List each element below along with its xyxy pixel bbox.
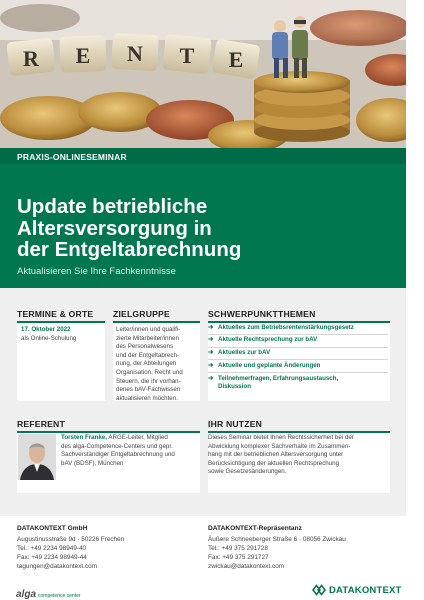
info-section	[0, 288, 406, 516]
text-line: aktualisieren möchten.	[116, 394, 178, 402]
termine-heading: TERMINE & ORTE	[17, 309, 94, 319]
arrow-right-icon: ➔	[208, 323, 214, 331]
text-line: Sachverständiger Entgeltabrechnung und	[61, 451, 175, 459]
address-line: Äußere Schneeberger Straße 6 · 08056 Zwickau	[208, 536, 346, 543]
footer-left-heading: DATAKONTEXT GmbH	[17, 525, 88, 532]
title-banner	[0, 148, 406, 288]
text-line: sowie Gesetzesänderungen.	[208, 468, 287, 476]
speaker-photo	[18, 434, 56, 480]
text-line: Berücksichtigung der aktuellen Rechtsprechung	[208, 459, 340, 467]
datakontext-logo-icon	[312, 584, 326, 596]
fax-line: Fax: +49 2234 98949-44	[17, 554, 87, 561]
speaker-role: ARGE-Leiter, Mitglied	[106, 434, 168, 441]
seminar-date: 17. Oktober 2022	[21, 326, 71, 333]
arrow-right-icon: ➔	[208, 349, 214, 357]
phone-line: Tel.: +49 375 291728	[208, 545, 268, 552]
email-link[interactable]: tagungen@datakontext.com	[17, 563, 98, 570]
referent-content	[61, 434, 197, 468]
arrow-right-icon: ➔	[208, 361, 214, 369]
text-line: des alga-Competence-Centers und gepr.	[61, 442, 173, 450]
tile-letter: R	[23, 46, 39, 71]
text-line: denes bAV-Fachwissen	[116, 386, 181, 394]
nutzen-heading: IHR NUTZEN	[208, 419, 263, 429]
alga-logo-icon	[16, 584, 116, 598]
text-line: bAV (BDSF), München	[61, 459, 124, 467]
list-item: ➔ Teilnehmerfragen, Erfahrungsaustausch, Diskussion	[208, 374, 339, 390]
alga-tagline: competence center	[38, 593, 81, 599]
fax-line: Fax: +49 375 291727	[208, 554, 269, 561]
text-line: Dieses Seminar bietet Ihnen Rechtssicherheit bei der	[208, 434, 354, 441]
text-line: hang mit der betrieblichen Altersversorgung unter	[208, 451, 344, 459]
hero-image	[0, 0, 406, 148]
seminar-subtitle: Aktualisieren Sie Ihre Fachkenntnisse	[17, 266, 176, 277]
tile-letter: E	[75, 43, 91, 68]
speaker-name: Torsten Franke,	[61, 434, 107, 441]
text-line: Steuern, die ihr vorhan-	[116, 377, 181, 385]
text-line: Abwicklung komplexer Sachverhalte im Zusammen-	[208, 442, 351, 450]
address-line: Augustinusstraße 9d · 50226 Frechen	[17, 536, 125, 543]
tile-letter: N	[127, 41, 143, 66]
list-item: ➔ Aktuelles zur bAV	[208, 348, 388, 361]
text-line: nung, der Abteilungen	[116, 360, 177, 368]
text-line: und der Entgeltabrech-	[116, 351, 179, 359]
datakontext-logo	[312, 582, 402, 598]
footer-right-heading: DATAKONTEXT-Repräsentanz	[208, 525, 302, 532]
seminar-type-label: PRAXIS-ONLINESEMINAR	[17, 152, 127, 162]
nutzen-content	[208, 434, 388, 477]
footer	[0, 516, 424, 600]
tile-letter: T	[179, 43, 195, 68]
arrow-right-icon: ➔	[208, 374, 214, 382]
footer-left-address	[17, 535, 124, 571]
phone-line: Tel.: +49 2234 98949-40	[17, 545, 87, 552]
seminar-location: als Online-Schulung	[21, 334, 77, 342]
title-line: der Entgeltabrechnung	[17, 238, 242, 261]
title-line: Altersversorgung in	[17, 216, 212, 240]
referent-heading: REFERENT	[17, 419, 65, 429]
schwerpunkte-heading: SCHWERPUNKTTHEMEN	[208, 309, 316, 319]
title-line: Update betriebliche	[17, 195, 208, 218]
email-link[interactable]: zwickau@datakontext.com	[208, 563, 285, 570]
text-line: Leiter/innen und qualifi-	[116, 326, 181, 333]
text-line: zierte Mitarbeiter/innen	[116, 334, 179, 342]
text-line: Organisation, Recht und	[116, 368, 183, 376]
datakontext-wordmark: DATAKONTEXT	[329, 584, 402, 596]
zielgruppe-heading: ZIELGRUPPE	[113, 309, 170, 319]
list-item: ➔ Aktuelle Rechtsprechung zur bAV	[208, 335, 388, 348]
list-item: ➔ Aktuelles zum Betriebsrentenstärkungsgesetz	[208, 322, 388, 335]
coin-stack	[254, 71, 350, 142]
footer-right-address	[208, 535, 346, 571]
coins-and-tiles-illustration	[0, 0, 406, 148]
arrow-right-icon: ➔	[208, 336, 214, 344]
text-line: des Personalwesens	[116, 343, 174, 351]
alga-wordmark: alga	[16, 589, 37, 600]
zielgruppe-content	[116, 326, 199, 403]
seminar-title	[17, 196, 397, 261]
topics-list	[208, 322, 388, 393]
speaker-portrait-icon	[18, 434, 56, 480]
list-item: ➔ Aktuelle und geplante Änderungen	[208, 360, 388, 373]
termine-content	[21, 326, 105, 343]
tile-letter: E	[228, 47, 244, 72]
